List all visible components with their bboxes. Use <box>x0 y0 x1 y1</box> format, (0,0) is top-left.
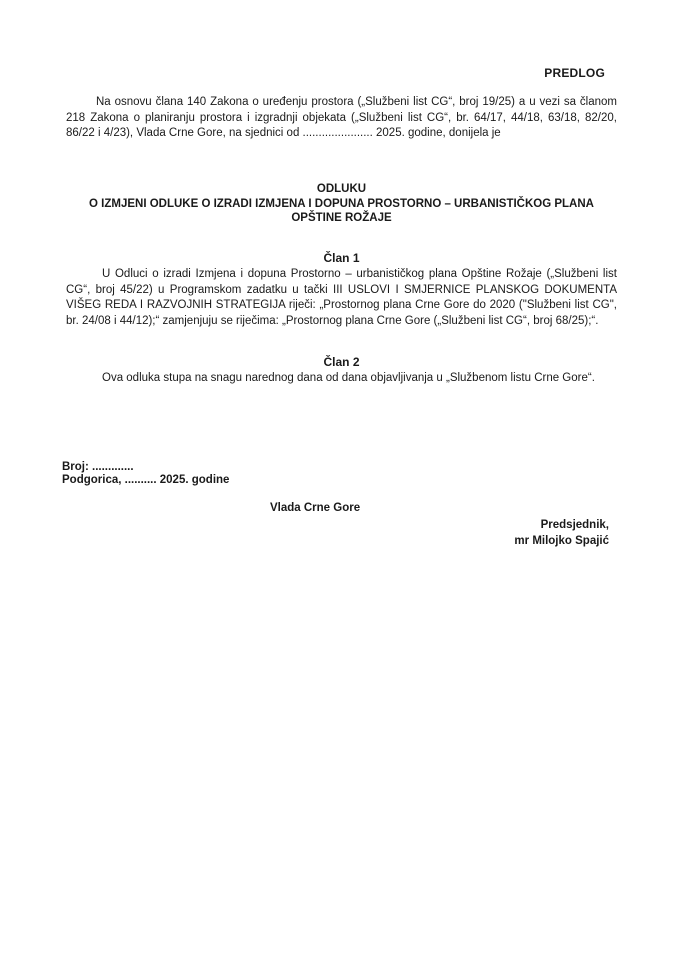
intro-paragraph: Na osnovu člana 140 Zakona o uređenju prostora („Službeni list CG“, broj 19/25) a u vezi sa članom 218 Zakona o planiranju prostora i izgradnji objekata („Službeni list CG“, br. 64/17, 44/18, 63/18, 82/20, 86/22 i 4/23), Vlada Crne Gore, na sjednici od ...................... 2025. godine, donijela je <box>66 96 617 139</box>
document-title-block <box>66 182 617 226</box>
signature-block <box>514 518 609 549</box>
article-1-heading: Član 1 <box>323 251 360 265</box>
document-number: Broj: ............. <box>62 461 134 473</box>
government-name: Vlada Crne Gore <box>270 502 361 514</box>
article-2-heading: Član 2 <box>323 355 360 369</box>
signature-title: Predsjednik, <box>540 519 609 531</box>
article-1-text: U Odluci o izradi Izmjena i dopuna Prostorno – urbanističkog plana Opštine Rožaje („Službeni list CG“, broj 45/22) u Programskom zadatku u tački III USLOVI I SMJERNICE PLANSKOG DOKUMENTA VIŠEG REDA I RAZVOJNIH STRATEGIJA riječi: „Prostornog plana Crne Gore do 2020 ("Službeni list CG", br. 24/08 i 44/12);“ zamjenjuju se riječima: „Prostornog plana Crne Gore („Službeni list CG“, broj 68/25);“. <box>66 268 617 327</box>
article-2-text: Ova odluka stupa na snagu narednog dana od dana objavljivanja u „Službenom listu Crne Gore“. <box>102 372 595 384</box>
proposal-label: PREDLOG <box>544 66 605 80</box>
document-subtitle: O IZMJENI ODLUKE O IZRADI IZMJENA I DOPUNA PROSTORNO – URBANISTIČKOG PLANA OPŠTINE ROŽAJE <box>89 197 594 224</box>
place-and-date: Podgorica, .......... 2025. godine <box>62 474 230 486</box>
signature-name: mr Milojko Spajić <box>514 534 609 547</box>
document-title: ODLUKU <box>316 183 367 195</box>
